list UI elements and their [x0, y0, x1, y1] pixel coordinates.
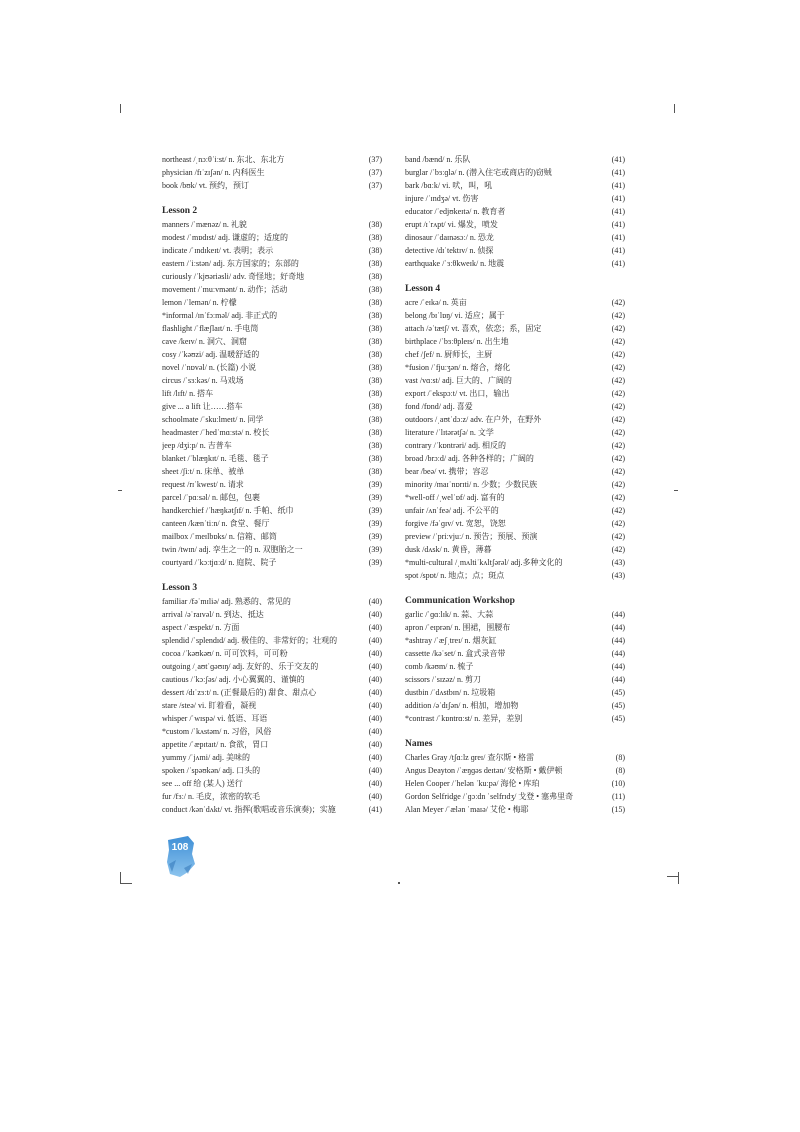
entry-page-ref: (37) — [368, 168, 382, 177]
entry-text: outgoing /ˌaʊtˈɡəʊɪŋ/ adj. 友好的、乐于交友的 — [162, 662, 319, 671]
entry-page-ref: (42) — [611, 480, 625, 489]
entry-page-ref: (42) — [611, 428, 625, 437]
entry-page-ref: (41) — [611, 233, 625, 242]
entry-text: chef /ʃef/ n. 厨师长，主厨 — [405, 350, 493, 359]
glossary-entry — [405, 400, 625, 413]
page-number: 108 — [171, 842, 189, 853]
entry-page-ref: (11) — [611, 792, 625, 801]
entry-text: eastern /ˈiːstən/ adj. 东方国家的；东部的 — [162, 259, 299, 268]
glossary-entry — [162, 335, 382, 348]
entry-page-ref: (38) — [368, 272, 382, 281]
glossary-entry — [162, 673, 382, 686]
glossary-entry — [162, 790, 382, 803]
entry-text: detective /dɪˈtektɪv/ n. 侦探 — [405, 246, 494, 255]
glossary-entry — [405, 374, 625, 387]
entry-text: fond /fɒnd/ adj. 喜爱 — [405, 402, 473, 411]
entry-page-ref: (39) — [368, 558, 382, 567]
glossary-entry — [405, 660, 625, 673]
entry-text: comb /kəʊm/ n. 梳子 — [405, 662, 474, 671]
crop-mark — [120, 883, 132, 884]
entry-text: contrary /ˈkɒntrəri/ adj. 相反的 — [405, 441, 507, 450]
entry-page-ref: (43) — [611, 571, 625, 580]
entry-page-ref: (42) — [611, 402, 625, 411]
glossary-entry — [405, 309, 625, 322]
glossary-entry — [162, 309, 382, 322]
entry-page-ref: (41) — [611, 246, 625, 255]
entry-page-ref: (45) — [611, 701, 625, 710]
glossary-entry — [162, 712, 382, 725]
entry-page-ref: (40) — [368, 597, 382, 606]
entry-page-ref: (38) — [368, 363, 382, 372]
entry-page-ref: (39) — [368, 532, 382, 541]
glossary-entry — [162, 361, 382, 374]
glossary-entry — [162, 543, 382, 556]
entry-page-ref: (39) — [368, 493, 382, 502]
entry-page-ref: (41) — [611, 207, 625, 216]
entry-page-ref: (42) — [611, 415, 625, 424]
entry-text: flashlight /ˈflæʃlaɪt/ n. 手电筒 — [162, 324, 259, 333]
entry-text: Gordon Selfridge /ˈɡɔːdn ˈselfrɪdʒ/ 戈登 • 塞弗里奇 — [405, 792, 574, 801]
glossary-entry — [405, 166, 625, 179]
entry-text: *well-off /ˌwelˈɒf/ adj. 富有的 — [405, 493, 505, 502]
section-heading: Names — [405, 739, 433, 749]
glossary-entry — [405, 712, 625, 725]
glossary-entry — [162, 166, 382, 179]
glossary-left-column — [162, 153, 382, 816]
entry-text: unfair /ʌnˈfeə/ adj. 不公平的 — [405, 506, 499, 515]
crop-mark — [674, 490, 678, 491]
entry-text: broad /brɔːd/ adj. 各种各样的；广阔的 — [405, 454, 534, 463]
crop-mark — [118, 490, 122, 491]
entry-page-ref: (40) — [368, 714, 382, 723]
entry-page-ref: (39) — [368, 519, 382, 528]
glossary-entry — [162, 270, 382, 283]
glossary-entry — [405, 634, 625, 647]
glossary-entry — [162, 218, 382, 231]
entry-page-ref: (44) — [611, 636, 625, 645]
entry-text: educator /ˈedjʊkeɪtə/ n. 教育者 — [405, 207, 506, 216]
entry-page-ref: (40) — [368, 753, 382, 762]
entry-page-ref: (40) — [368, 688, 382, 697]
entry-text: dusk /dʌsk/ n. 黄昏，薄暮 — [405, 545, 492, 554]
entry-page-ref: (38) — [368, 454, 382, 463]
page-number-badge — [166, 834, 196, 878]
glossary-entry — [162, 491, 382, 504]
glossary-entry — [405, 803, 625, 816]
glossary-entry — [405, 673, 625, 686]
glossary-entry — [405, 218, 625, 231]
entry-text: garlic /ˈɡɑːlɪk/ n. 蒜、大蒜 — [405, 610, 494, 619]
glossary-entry — [405, 426, 625, 439]
entry-text: preview /ˈpriːvjuː/ n. 预告；预展、预演 — [405, 532, 538, 541]
glossary-entry — [405, 543, 625, 556]
glossary-entry — [405, 231, 625, 244]
entry-text: modest /ˈmɒdɪst/ adj. 谦虚的；适度的 — [162, 233, 288, 242]
entry-page-ref: (44) — [611, 610, 625, 619]
glossary-entry — [162, 179, 382, 192]
entry-text: Alan Meyer /ˈælən ˈmaɪə/ 艾伦 • 梅耶 — [405, 805, 529, 814]
entry-page-ref: (38) — [368, 402, 382, 411]
entry-page-ref: (42) — [611, 298, 625, 307]
entry-page-ref: (42) — [611, 467, 625, 476]
entry-text: injure /ˈɪndʒə/ vt. 伤害 — [405, 194, 479, 203]
entry-page-ref: (40) — [368, 727, 382, 736]
entry-text: parcel /ˈpɑːsəl/ n. 邮包，包裹 — [162, 493, 260, 502]
crop-mark — [678, 872, 679, 884]
glossary-entry — [162, 595, 382, 608]
entry-text: *multi-cultural /ˌmʌltiˈkʌltʃərəl/ adj.多种文化的 — [405, 558, 563, 567]
entry-page-ref: (40) — [368, 610, 382, 619]
entry-page-ref: (38) — [368, 311, 382, 320]
glossary-entry — [162, 283, 382, 296]
entry-page-ref: (40) — [368, 701, 382, 710]
crop-mark — [674, 104, 675, 113]
entry-page-ref: (38) — [368, 220, 382, 229]
entry-text: handkerchief /ˈhæŋkətʃɪf/ n. 手帕、纸巾 — [162, 506, 294, 515]
glossary-entry — [162, 556, 382, 569]
glossary-entry — [405, 504, 625, 517]
entry-page-ref: (41) — [611, 220, 625, 229]
entry-page-ref: (45) — [611, 714, 625, 723]
entry-text: Angus Deayton /ˈæŋɡəs deɪtən/ 安格斯 • 戴伊顿 — [405, 766, 563, 775]
entry-text: erupt /ɪˈrʌpt/ vi. 爆发，喷发 — [405, 220, 498, 229]
glossary-entry — [405, 205, 625, 218]
entry-page-ref: (38) — [368, 337, 382, 346]
section-heading: Lesson 3 — [162, 583, 198, 593]
entry-page-ref: (15) — [611, 805, 625, 814]
glossary-entry — [162, 452, 382, 465]
entry-page-ref: (42) — [611, 311, 625, 320]
entry-page-ref: (41) — [611, 155, 625, 164]
section-heading: Lesson 2 — [162, 206, 198, 216]
glossary-entry — [405, 777, 625, 790]
entry-text: manners /ˈmænəz/ n. 礼貌 — [162, 220, 247, 229]
entry-page-ref: (41) — [611, 259, 625, 268]
entry-page-ref: (38) — [368, 415, 382, 424]
entry-page-ref: (38) — [368, 259, 382, 268]
entry-page-ref: (40) — [368, 740, 382, 749]
glossary-entry — [405, 465, 625, 478]
entry-text: splendid /ˈsplendɪd/ adj. 极佳的、非常好的；壮观的 — [162, 636, 338, 645]
glossary-entry — [162, 439, 382, 452]
entry-text: export /ˈekspɔːt/ vt. 出口，输出 — [405, 389, 510, 398]
glossary-entry — [405, 335, 625, 348]
entry-text: literature /ˈlɪtərətʃə/ n. 文学 — [405, 428, 494, 437]
entry-page-ref: (38) — [368, 233, 382, 242]
entry-text: scissors /ˈsɪzəz/ n. 剪刀 — [405, 675, 481, 684]
glossary-entry — [405, 517, 625, 530]
entry-page-ref: (42) — [611, 441, 625, 450]
entry-text: whisper /ˈwɪspə/ vi. 低语、耳语 — [162, 714, 268, 723]
entry-page-ref: (44) — [611, 623, 625, 632]
entry-page-ref: (37) — [368, 181, 382, 190]
entry-page-ref: (41) — [611, 181, 625, 190]
entry-text: dessert /dɪˈzɜːt/ n. (正餐最后的) 甜食、甜点心 — [162, 688, 317, 697]
entry-page-ref: (45) — [611, 688, 625, 697]
entry-text: bear /beə/ vt. 携带；容忍 — [405, 467, 489, 476]
entry-text: movement /ˈmuːvmənt/ n. 动作；活动 — [162, 285, 288, 294]
entry-text: Charles Gray /tʃɑːlz ɡreɪ/ 查尔斯 • 格雷 — [405, 753, 535, 762]
entry-text: see ... off 给 (某人) 送行 — [162, 779, 243, 788]
entry-page-ref: (38) — [368, 467, 382, 476]
entry-text: cassette /kəˈset/ n. 盒式录音带 — [405, 649, 506, 658]
entry-text: headmaster /ˈhedˈmɑːstə/ n. 校长 — [162, 428, 270, 437]
entry-page-ref: (40) — [368, 792, 382, 801]
glossary-entry — [405, 257, 625, 270]
glossary-entry — [162, 387, 382, 400]
entry-page-ref: (39) — [368, 480, 382, 489]
entry-page-ref: (42) — [611, 376, 625, 385]
entry-text: forgive /fəˈɡɪv/ vt. 宽恕，饶恕 — [405, 519, 506, 528]
entry-page-ref: (42) — [611, 389, 625, 398]
entry-page-ref: (40) — [368, 662, 382, 671]
entry-text: belong /bɪˈlɒŋ/ vi. 适应；属于 — [405, 311, 505, 320]
entry-page-ref: (37) — [368, 155, 382, 164]
entry-page-ref: (8) — [615, 753, 625, 762]
glossary-entry — [162, 647, 382, 660]
entry-text: outdoors /ˌaʊtˈdɔːz/ adv. 在户外，在野外 — [405, 415, 542, 424]
entry-page-ref: (42) — [611, 363, 625, 372]
entry-text: mailbox /ˈmeɪlbɒks/ n. 信箱、邮筒 — [162, 532, 277, 541]
entry-page-ref: (42) — [611, 454, 625, 463]
glossary-entry — [162, 374, 382, 387]
glossary-entry — [405, 439, 625, 452]
glossary-entry — [162, 296, 382, 309]
glossary-entry — [162, 400, 382, 413]
entry-page-ref: (41) — [611, 168, 625, 177]
entry-text: lemon /ˈlemən/ n. 柠檬 — [162, 298, 237, 307]
entry-text: jeep /dʒiːp/ n. 吉普车 — [162, 441, 232, 450]
entry-page-ref: (38) — [368, 376, 382, 385]
entry-text: band /bænd/ n. 乐队 — [405, 155, 471, 164]
entry-text: cautious /ˈkɔːʃəs/ adj. 小心翼翼的、谨慎的 — [162, 675, 305, 684]
glossary-entry — [162, 660, 382, 673]
entry-text: Helen Cooper /ˈhelən ˈkuːpə/ 海伦 • 库珀 — [405, 779, 540, 788]
entry-text: twin /twɪn/ adj. 孪生之一的 n. 双胞胎之一 — [162, 545, 303, 554]
entry-text: familiar /fəˈmɪliə/ adj. 熟悉的、常见的 — [162, 597, 291, 606]
glossary-entry — [162, 608, 382, 621]
glossary-entry — [405, 192, 625, 205]
entry-page-ref: (42) — [611, 493, 625, 502]
glossary-entry — [162, 764, 382, 777]
glossary-entry — [162, 153, 382, 166]
glossary-entry — [162, 634, 382, 647]
entry-text: canteen /kænˈtiːn/ n. 食堂、餐厅 — [162, 519, 270, 528]
entry-text: spoken /ˈspəʊkən/ adj. 口头的 — [162, 766, 261, 775]
glossary-entry — [162, 738, 382, 751]
glossary-entry — [162, 348, 382, 361]
entry-text: vast /vɑːst/ adj. 巨大的、广阔的 — [405, 376, 512, 385]
entry-text: minority /maɪˈnɒrɪti/ n. 少数；少数民族 — [405, 480, 538, 489]
glossary-entry — [405, 491, 625, 504]
entry-text: blanket /ˈblæŋkɪt/ n. 毛毯、毯子 — [162, 454, 269, 463]
glossary-right-column — [405, 153, 625, 816]
entry-page-ref: (44) — [611, 675, 625, 684]
glossary-entry — [405, 361, 625, 374]
entry-page-ref: (41) — [368, 805, 382, 814]
glossary-entry — [162, 725, 382, 738]
entry-page-ref: (38) — [368, 428, 382, 437]
glossary-entry — [162, 686, 382, 699]
entry-page-ref: (38) — [368, 389, 382, 398]
entry-page-ref: (38) — [368, 441, 382, 450]
entry-text: cave /keɪv/ n. 洞穴、洞窟 — [162, 337, 247, 346]
glossary-entry — [405, 244, 625, 257]
entry-page-ref: (44) — [611, 649, 625, 658]
entry-page-ref: (38) — [368, 298, 382, 307]
entry-page-ref: (38) — [368, 285, 382, 294]
entry-page-ref: (42) — [611, 350, 625, 359]
entry-page-ref: (41) — [611, 194, 625, 203]
glossary-entry — [405, 764, 625, 777]
entry-text: cocoa /ˈkəʊkəʊ/ n. 可可饮料，可可粉 — [162, 649, 288, 658]
entry-text: spot /spɒt/ n. 地点；点；斑点 — [405, 571, 505, 580]
glossary-entry — [162, 699, 382, 712]
glossary-entry — [405, 530, 625, 543]
glossary-entry — [405, 452, 625, 465]
glossary-entry — [162, 621, 382, 634]
glossary-entry — [405, 387, 625, 400]
entry-text: earthquake /ˈɜːθkweɪk/ n. 地震 — [405, 259, 505, 268]
entry-page-ref: (38) — [368, 246, 382, 255]
entry-text: indicate /ˈɪndɪkeɪt/ vt. 表明；表示 — [162, 246, 274, 255]
entry-text: fur /fɜː/ n. 毛皮，浓密的软毛 — [162, 792, 261, 801]
entry-page-ref: (43) — [611, 558, 625, 567]
glossary-entry — [405, 790, 625, 803]
entry-text: sheet /ʃiːt/ n. 床单、被单 — [162, 467, 245, 476]
glossary-entry — [405, 751, 625, 764]
entry-page-ref: (40) — [368, 675, 382, 684]
entry-text: bark /bɑːk/ vi. 吠，叫，吼 — [405, 181, 493, 190]
glossary-entry — [405, 322, 625, 335]
glossary-entry — [162, 257, 382, 270]
glossary-entry — [162, 478, 382, 491]
glossary-entry — [162, 530, 382, 543]
glossary-entry — [405, 647, 625, 660]
entry-text: apron /ˈeɪprən/ n. 围裙，围腰布 — [405, 623, 511, 632]
entry-text: *fusion /ˈfjuːʒən/ n. 熔合，熔化 — [405, 363, 511, 372]
entry-text: novel /ˈnɒvəl/ n. (长篇) 小说 — [162, 363, 257, 372]
glossary-entry — [405, 153, 625, 166]
entry-text: lift /lɪft/ n. 搭车 — [162, 389, 214, 398]
entry-page-ref: (42) — [611, 532, 625, 541]
entry-text: courtyard /ˈkɔːtjɑːd/ n. 庭院、院子 — [162, 558, 277, 567]
entry-text: give ... a lift 让……搭车 — [162, 402, 243, 411]
glossary-entry — [405, 569, 625, 582]
entry-text: schoolmate /ˈskuːlmeɪt/ n. 同学 — [162, 415, 264, 424]
entry-text: cosy /ˈkəʊzi/ adj. 温暖舒适的 — [162, 350, 260, 359]
glossary-entry — [162, 803, 382, 816]
glossary-entry — [162, 413, 382, 426]
entry-text: burglar /ˈbɜːɡlə/ n. (潜入住宅或商店的)窃贼 — [405, 168, 552, 177]
entry-page-ref: (39) — [368, 545, 382, 554]
section-heading: Lesson 4 — [405, 284, 441, 294]
entry-text: *informal /ɪnˈfɔːməl/ adj. 非正式的 — [162, 311, 278, 320]
entry-page-ref: (39) — [368, 506, 382, 515]
glossary-entry — [162, 751, 382, 764]
crop-mark — [120, 104, 121, 113]
glossary-entry — [162, 517, 382, 530]
entry-text: physician /fɪˈzɪʃən/ n. 内科医生 — [162, 168, 265, 177]
glossary-entry — [162, 504, 382, 517]
entry-page-ref: (40) — [368, 766, 382, 775]
entry-page-ref: (8) — [615, 766, 625, 775]
glossary-entry — [405, 621, 625, 634]
entry-page-ref: (42) — [611, 519, 625, 528]
glossary-entry — [405, 608, 625, 621]
entry-page-ref: (42) — [611, 337, 625, 346]
entry-text: arrival /əˈraɪvəl/ n. 到达、抵达 — [162, 610, 264, 619]
glossary-entry — [405, 348, 625, 361]
glossary-entry — [405, 413, 625, 426]
entry-page-ref: (38) — [368, 350, 382, 359]
entry-text: dustbin /ˈdʌstbɪn/ n. 垃圾箱 — [405, 688, 496, 697]
entry-text: addition /əˈdɪʃən/ n. 相加，增加物 — [405, 701, 519, 710]
crop-mark — [667, 876, 679, 877]
entry-text: *ashtray /ˈæʃˌtreɪ/ n. 烟灰缸 — [405, 636, 497, 645]
glossary-entry — [162, 244, 382, 257]
entry-text: northeast /ˌnɔːθˈiːst/ n. 东北、东北方 — [162, 155, 285, 164]
entry-text: conduct /kənˈdʌkt/ vt. 指挥(歌唱或音乐演奏)；实施 — [162, 805, 336, 814]
entry-text: aspect /ˈæspekt/ n. 方面 — [162, 623, 240, 632]
glossary-entry — [162, 322, 382, 335]
entry-text: acre /ˈeɪkə/ n. 英亩 — [405, 298, 467, 307]
entry-page-ref: (38) — [368, 324, 382, 333]
entry-text: dinosaur /ˈdaɪnəsɔː/ n. 恐龙 — [405, 233, 494, 242]
entry-text: book /bʊk/ vt. 预约，预订 — [162, 181, 250, 190]
entry-text: *contrast /ˈkɒntrɑːst/ n. 差异，差别 — [405, 714, 523, 723]
glossary-entry — [405, 686, 625, 699]
entry-page-ref: (42) — [611, 506, 625, 515]
entry-text: stare /steə/ vi. 盯着看，凝视 — [162, 701, 257, 710]
section-heading: Communication Workshop — [405, 596, 515, 606]
entry-page-ref: (40) — [368, 623, 382, 632]
glossary-entry — [162, 231, 382, 244]
glossary-entry — [405, 296, 625, 309]
entry-text: circus /ˈsɜːkəs/ n. 马戏场 — [162, 376, 244, 385]
entry-page-ref: (10) — [611, 779, 625, 788]
entry-text: curiously /ˈkjʊəriəsli/ adv. 奇怪地；好奇地 — [162, 272, 305, 281]
glossary-entry — [162, 777, 382, 790]
entry-page-ref: (40) — [368, 649, 382, 658]
glossary-entry — [162, 426, 382, 439]
glossary-entry — [405, 478, 625, 491]
entry-text: birthplace /ˈbɜːθpleɪs/ n. 出生地 — [405, 337, 509, 346]
entry-page-ref: (40) — [368, 779, 382, 788]
entry-text: request /rɪˈkwest/ n. 请求 — [162, 480, 244, 489]
glossary-entry — [405, 699, 625, 712]
glossary-entry — [405, 179, 625, 192]
entry-text: yummy /ˈjʌmi/ adj. 美味的 — [162, 753, 250, 762]
entry-page-ref: (42) — [611, 545, 625, 554]
entry-text: appetite /ˈæpɪtaɪt/ n. 食欲，胃口 — [162, 740, 269, 749]
glossary-entry — [162, 465, 382, 478]
glossary-entry — [405, 556, 625, 569]
entry-page-ref: (42) — [611, 324, 625, 333]
crop-mark — [398, 882, 400, 884]
entry-text: *custom /ˈkʌstəm/ n. 习俗，风俗 — [162, 727, 272, 736]
entry-text: attach /əˈtætʃ/ vt. 喜欢，依恋；系，固定 — [405, 324, 542, 333]
entry-page-ref: (40) — [368, 636, 382, 645]
entry-page-ref: (44) — [611, 662, 625, 671]
